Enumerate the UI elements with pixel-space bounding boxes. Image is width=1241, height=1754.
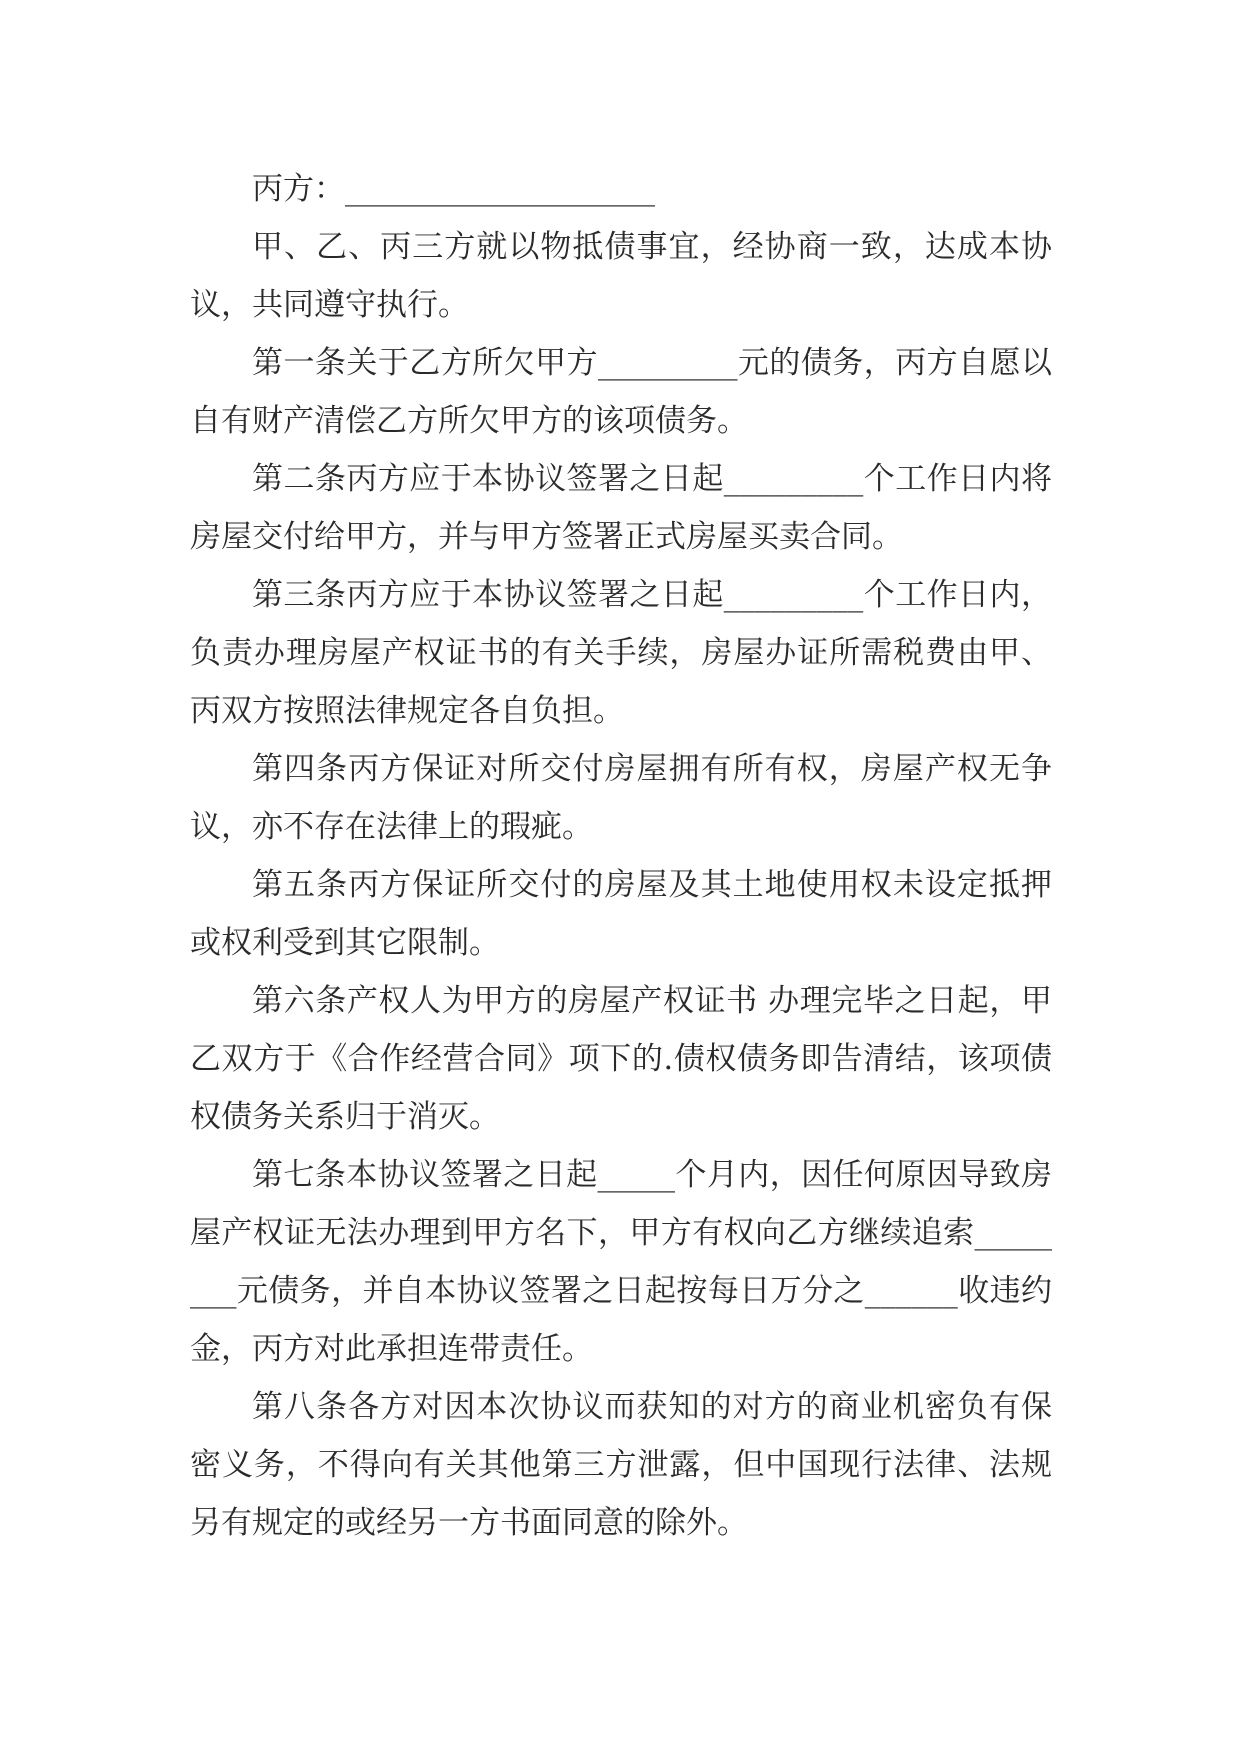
article-7: 第七条本协议签署之日起_____个月内，因任何原因导致房屋产权证无法办理到甲方名下，甲方有权向乙方继续追索________元债务，并自本协议签署之日起按每日万分之______收违约金，丙方对此承担连带责任。: [190, 1157, 1052, 1367]
article-1: 第一条关于乙方所欠甲方_________元的债务，丙方自愿以自有财产清偿乙方所欠甲方的该项债务。: [190, 345, 1052, 439]
article-3: 第三条丙方应于本协议签署之日起_________个工作日内，负责办理房屋产权证书的有关手续，房屋办证所需税费由甲、丙双方按照法律规定各自负担。: [190, 577, 1052, 729]
article-6: 第六条产权人为甲方的房屋产权证书 办理完毕之日起，甲乙双方于《合作经营合同》项下的.债权债务即告清结，该项债权债务关系归于消灭。: [190, 983, 1052, 1135]
document-body: [190, 160, 1052, 1552]
article-8: 第八条各方对因本次协议而获知的对方的商业机密负有保密义务，不得向有关其他第三方泄露，但中国现行法律、法规另有规定的或经另一方书面同意的除外。: [190, 1389, 1052, 1541]
article-5: 第五条丙方保证所交付的房屋及其土地使用权未设定抵押或权利受到其它限制。: [190, 867, 1052, 961]
party-c-line: 丙方：____________________: [252, 171, 655, 207]
agreement-preamble: 甲、乙、丙三方就以物抵债事宜，经协商一致，达成本协议，共同遵守执行。: [190, 229, 1052, 323]
article-4: 第四条丙方保证对所交付房屋拥有所有权，房屋产权无争议，亦不存在法律上的瑕疵。: [190, 751, 1052, 845]
article-2: 第二条丙方应于本协议签署之日起_________个工作日内将房屋交付给甲方，并与甲方签署正式房屋买卖合同。: [190, 461, 1052, 555]
